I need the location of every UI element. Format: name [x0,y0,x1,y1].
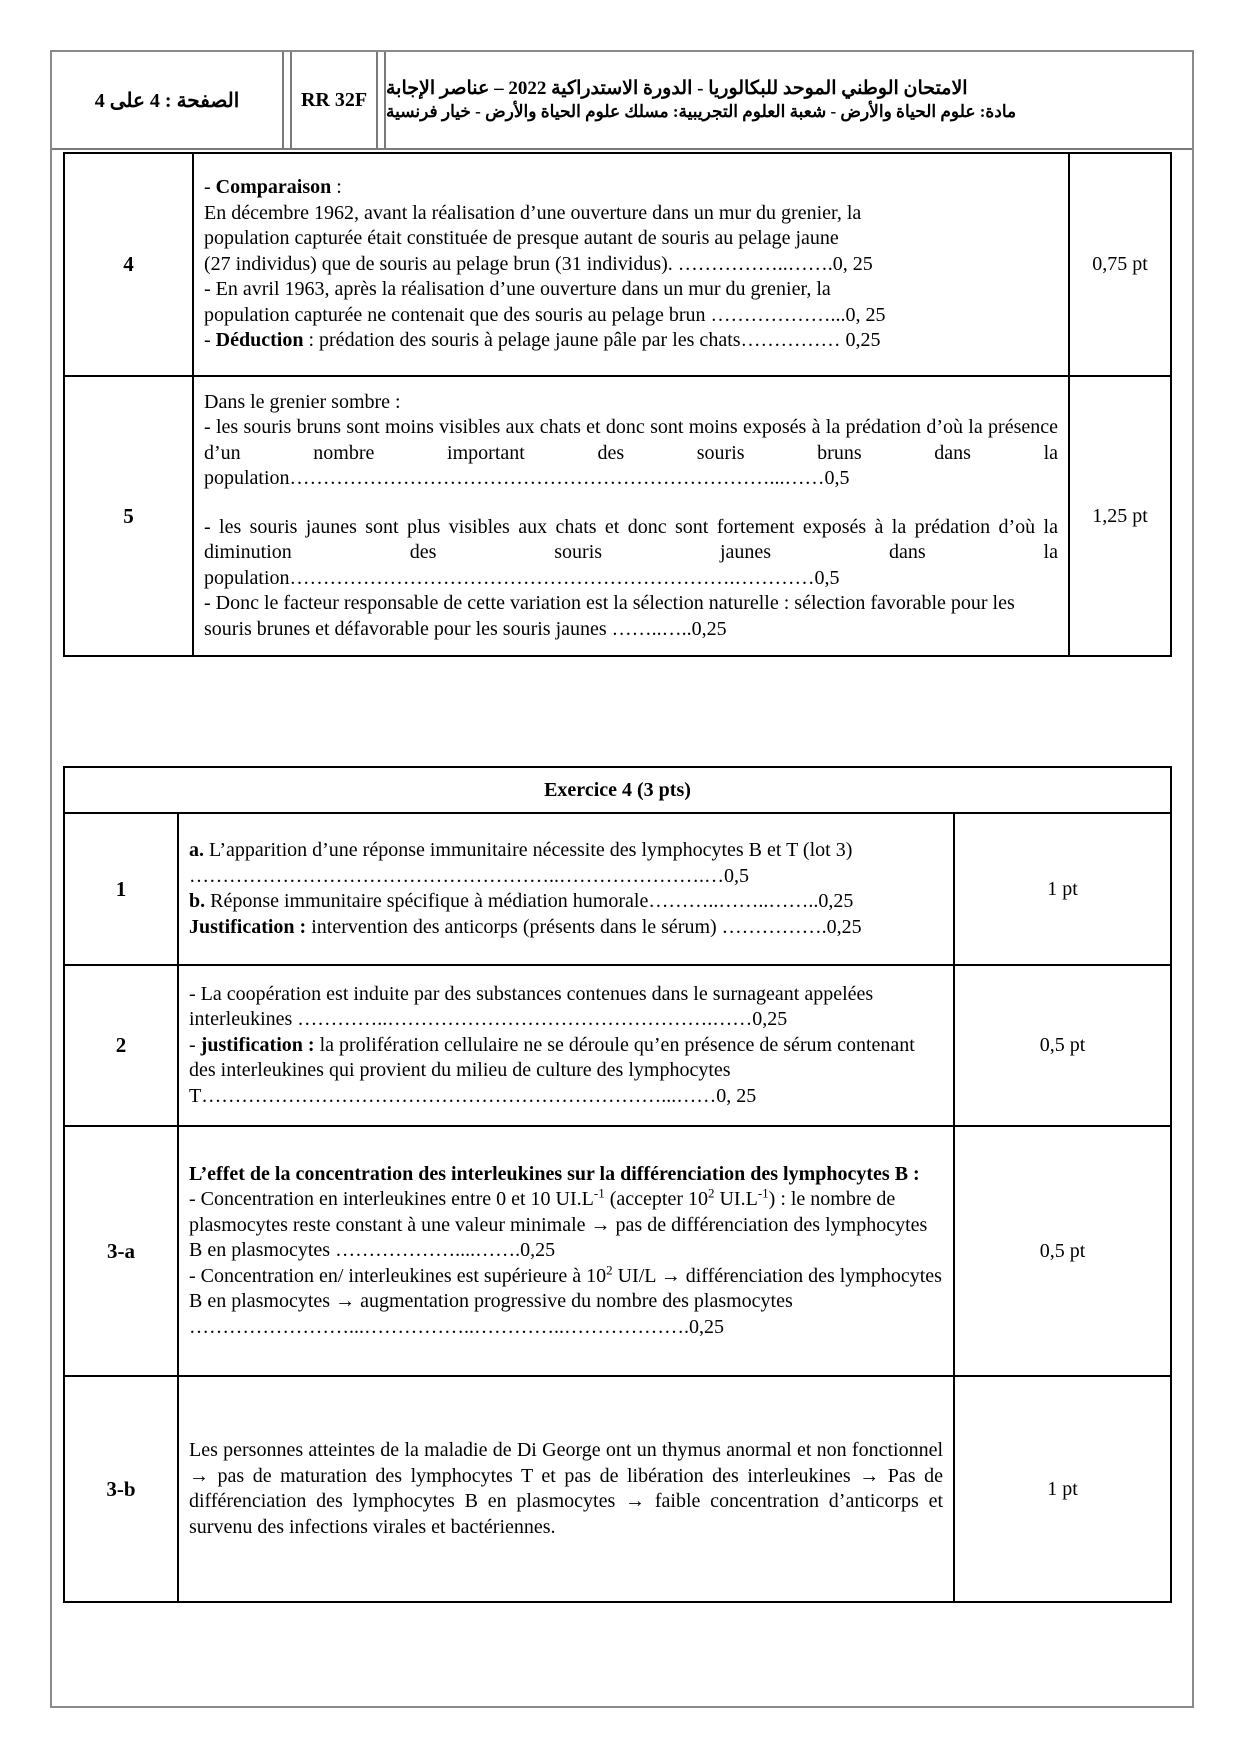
table-row [64,813,1171,965]
exercise-title-row [64,767,1171,813]
table-row [64,1376,1171,1602]
answer-text: L’effet de la concentration des interleukines sur la différenciation des lymphocytes B : - Concentration en interleukines entre 0 et 10 $UI.L^{-1}$ (accepter $10^2$ $UI.L^{-1}$) : le nombre de plasmocytes reste constant à une valeur minimale → pas de différenciation des lymphocytes B en plasmocytes ………………....…….0,25 - Concentration en/ interleukines est supérieure à $10^2$ UI/L → différenciation des lymphocytes B en plasmocytes → augmentation progressive du nombre des plasmocytes ……………………...……………..…………..……………….0,25 [178,1126,954,1376]
question-number: 5 [64,376,193,656]
question-number: 3-a [64,1126,178,1376]
points: 0,5 pt [954,965,1171,1126]
table-row [64,376,1171,656]
table-row [64,965,1171,1126]
answer-text: - La coopération est induite par des substances contenues dans le surnageant appelées interleukines …………..………………………………………….……0,25 - justification : la prolifération cellulaire ne se déroule qu’en présence de sérum contenant des interleukines qui provient du milieu de culture des lymphocytes T……………………………………………………………...……0, 25 [178,965,954,1126]
points: 1 pt [954,813,1171,965]
question-number: 3-b [64,1376,178,1602]
label-deduction: Déduction [215,329,304,352]
page-header [52,52,1192,150]
exercise-title: Exercice 4 (3 pts) [64,767,1171,813]
exam-title-line1: الامتحان الوطني الموحد للبكالوريا - الدورة الاستدراكية 2022 – عناصر الإجابة [386,78,968,99]
points: 0,75 pt [1069,153,1171,376]
points: 1 pt [954,1376,1171,1602]
answer-text: - Comparaison : En décembre 1962, avant la réalisation d’une ouverture dans un mur du grenier, la population capturée était constituée de presque autant de souris au pelage jaune (27 individus) que de souris au pelage brun (31 individus). ……………..…….0, 25 - En avril 1963, après la réalisation d’une ouverture dans un mur du grenier, la population capturée ne contenait que des souris au pelage brun ………………...0, 25 - Déduction : prédation des souris à pelage jaune pâle par les chats…………… 0,25 [193,153,1069,376]
answers-table-exercise3 [63,152,1172,657]
page-number: الصفحة : 4 على 4 [52,52,284,148]
points: 0,5 pt [954,1126,1171,1376]
question-number: 2 [64,965,178,1126]
table-row [64,1126,1171,1376]
question-number: 4 [64,153,193,376]
exam-title [386,52,1192,148]
points: 1,25 pt [1069,376,1171,656]
question-number: 1 [64,813,178,965]
exam-title-line2: مادة: علوم الحياة والأرض - شعبة العلوم التجريبية: مسلك علوم الحياة والأرض - خيار فرنسية [386,102,1017,121]
answer-text: Les personnes atteintes de la maladie de Di George ont un thymus anormal et non fonctionnel → pas de maturation des lymphocytes T et pas de libération des interleukines → Pas de différenciation des lymphocytes B en plasmocytes → faible concentration d’anticorps et survenu des infections virales et bactériennes. [178,1376,954,1602]
answer-text: Dans le grenier sombre : - les souris bruns sont moins visibles aux chats et donc sont moins exposés à la prédation d’où la présence d’un nombre important des souris bruns dans la population………………………………………………………………...……0,5 - les souris jaunes sont plus visibles aux chats et donc sont fortement exposés à la prédation d’où la diminution des souris jaunes dans la population………………………………………………………….…………0,5 - Donc le facteur responsable de cette variation est la sélection naturelle : sélection favorable pour les souris brunes et défavorable pour les souris jaunes ……..…..0,25 [193,376,1069,656]
answer-text: a. L’apparition d’une réponse immunitaire nécessite des lymphocytes B et T (lot 3) ………………………………………………..………………….…0,5 b. Réponse immunitaire spécifique à médiation humorale………..……..……..0,25 Justification : intervention des anticorps (présents dans le sérum) …………….0,25 [178,813,954,965]
answers-table-exercise4 [63,766,1172,1603]
exam-code: RR 32F [284,52,386,148]
label-comparaison: Comparaison [215,176,332,199]
table-row [64,153,1171,376]
